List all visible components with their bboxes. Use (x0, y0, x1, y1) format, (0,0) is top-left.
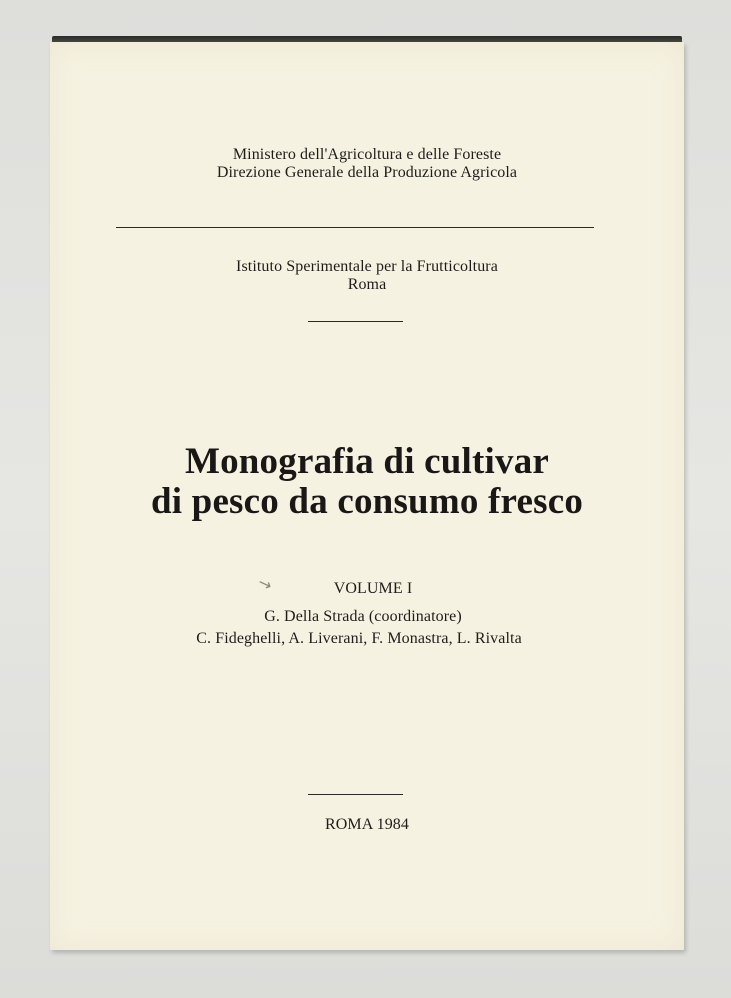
ministry-line-1: Ministero dell'Agricoltura e delle Foreste (232, 146, 502, 163)
place-year: ROMA 1984 (324, 816, 410, 833)
book-cover (50, 42, 684, 950)
institute-line-1: Istituto Sperimentale per la Frutticoltura (236, 258, 498, 275)
institute-line-2: Roma (347, 276, 387, 293)
title-line-2: di pesco da consumo fresco (150, 481, 584, 522)
authors-line: C. Fideghelli, A. Liverani, F. Monastra, L. Rivalta (196, 630, 522, 647)
volume-label: VOLUME I (333, 580, 413, 597)
pencil-arrow-mark: ↘ (255, 572, 275, 595)
bottom-divider-rule (308, 794, 403, 795)
title-line-1: Monografia di cultivar (184, 441, 550, 482)
coordinator-line: G. Della Strada (coordinatore) (264, 608, 462, 625)
short-divider-rule (308, 321, 403, 322)
ministry-line-2: Direzione Generale della Produzione Agricola (216, 164, 518, 181)
top-divider-rule (116, 227, 594, 228)
